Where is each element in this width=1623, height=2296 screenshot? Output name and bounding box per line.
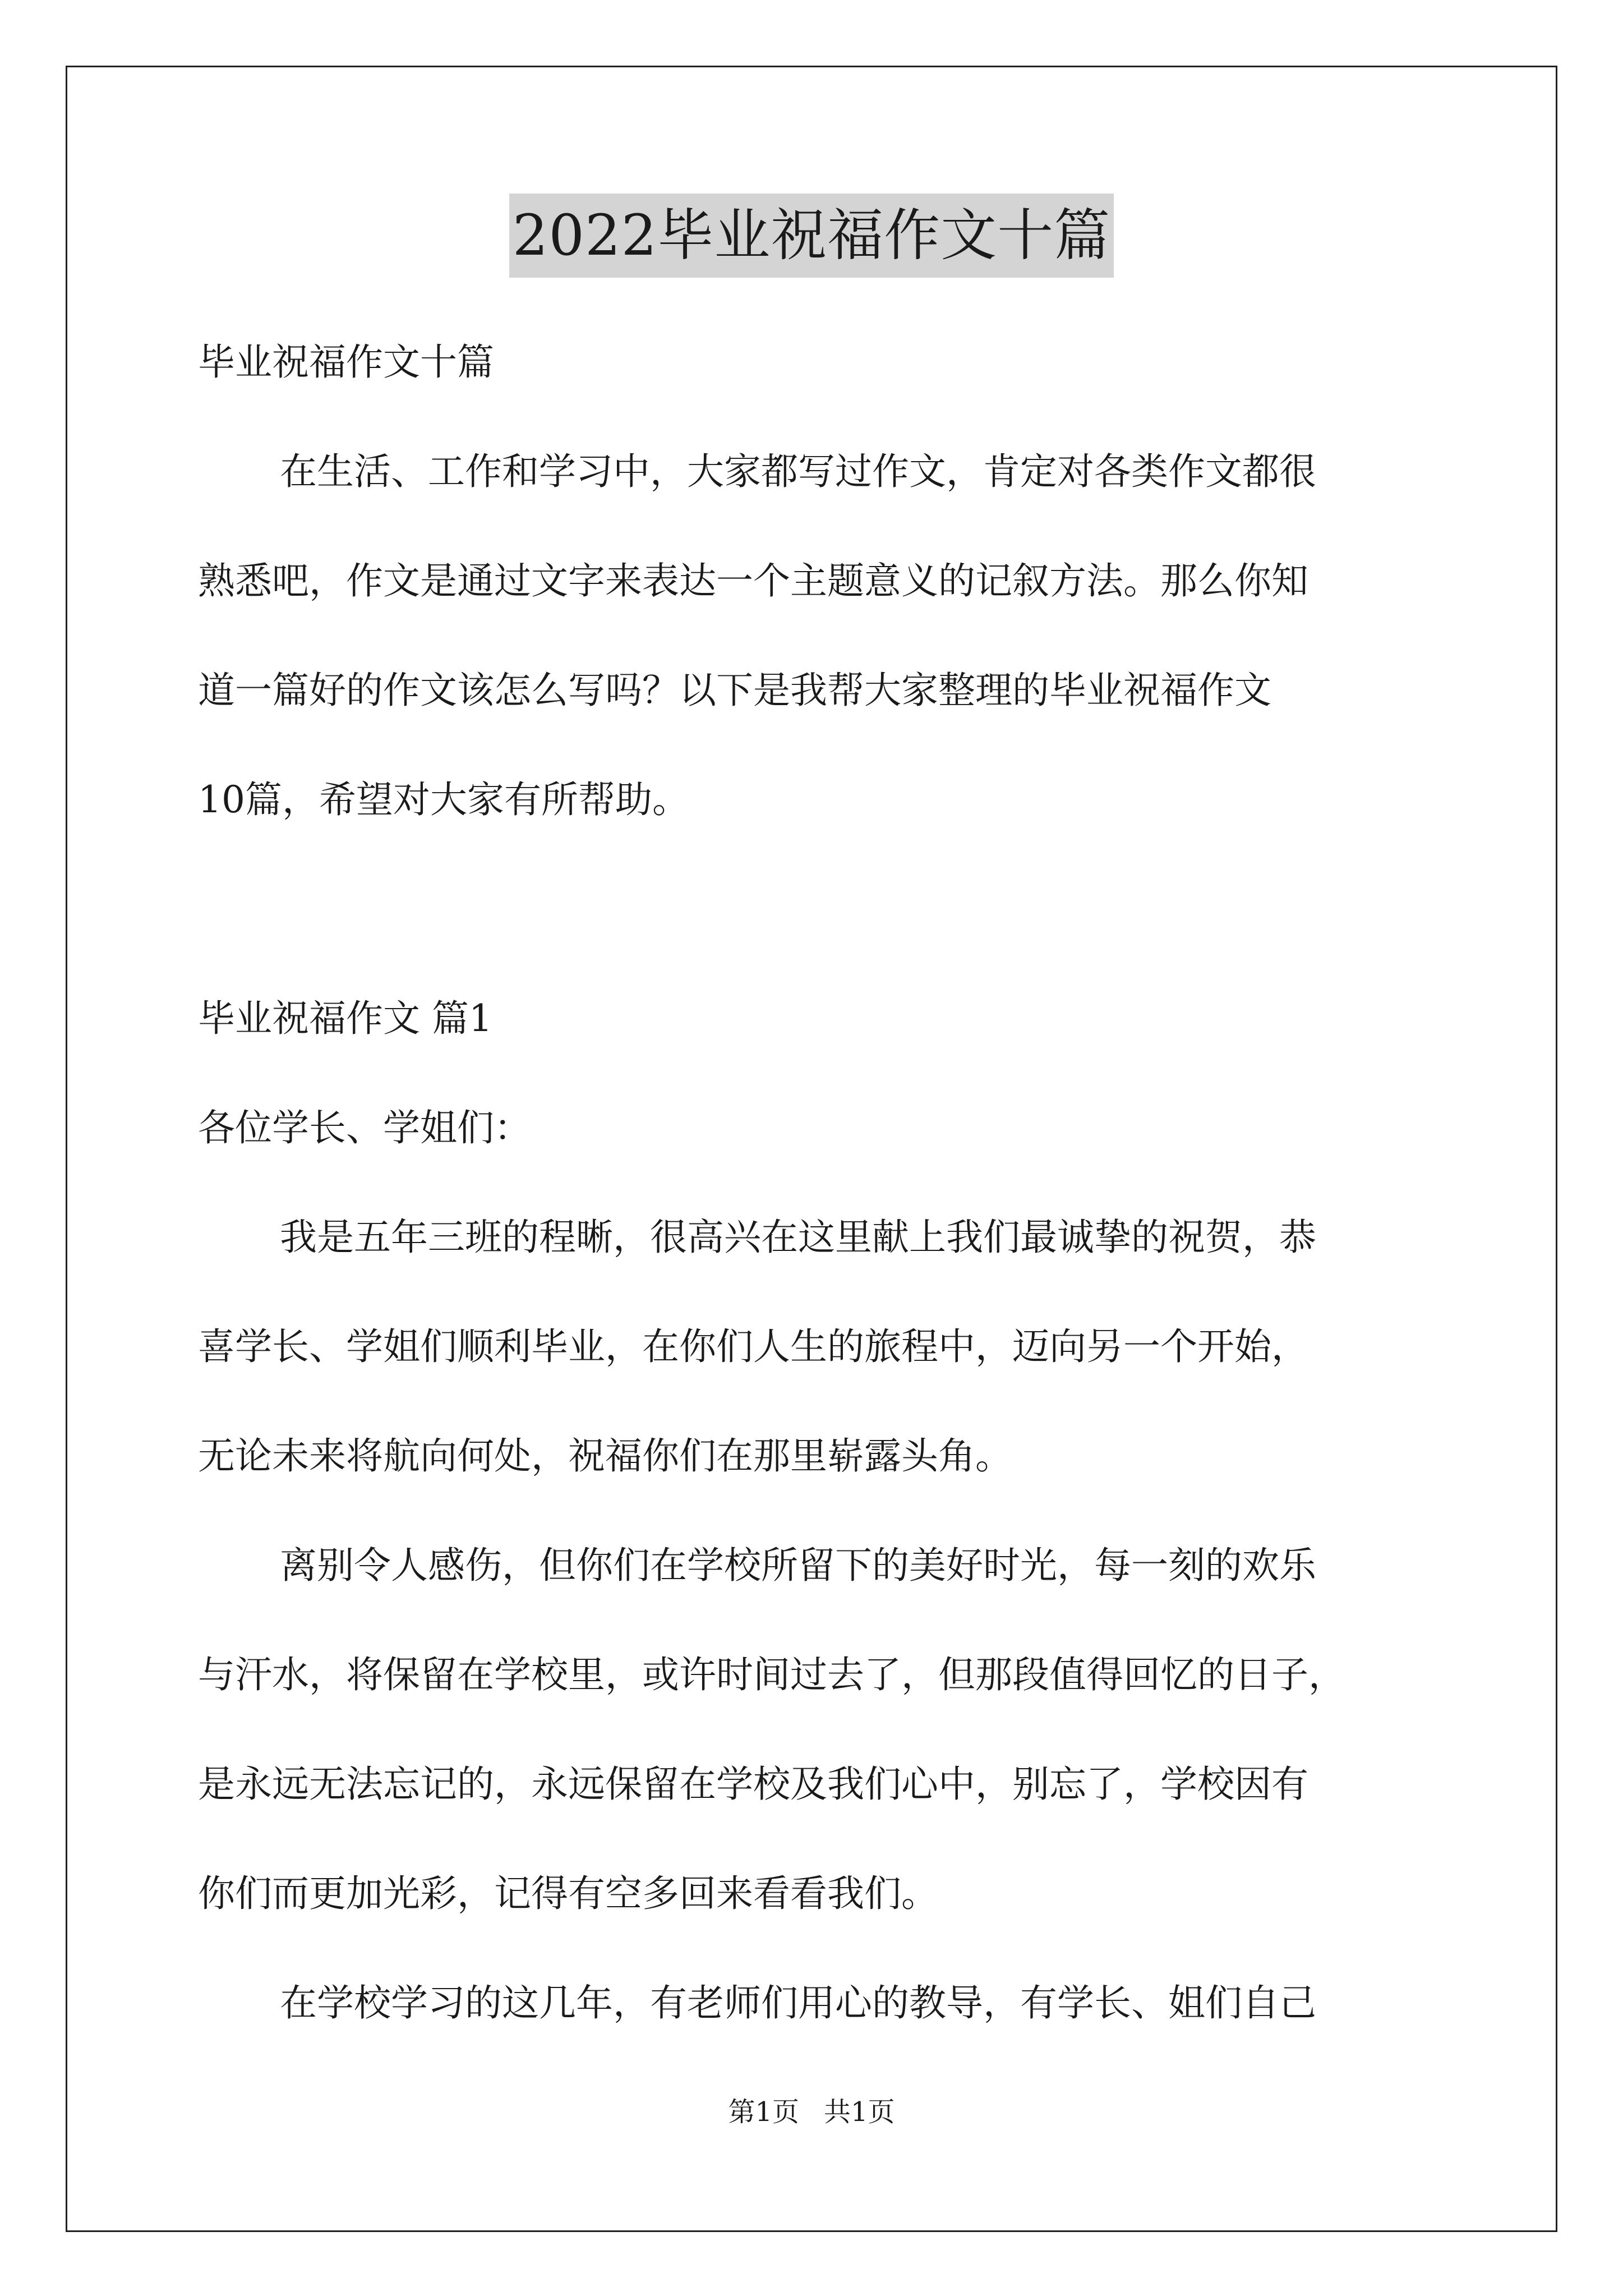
paragraph-line: 熟悉吧，作文是通过文字来表达一个主题意义的记叙方法。那么你知 <box>198 559 1308 602</box>
paragraph-line: 与汗水，将保留在学校里，或许时间过去了，但那段值得回忆的日子， <box>198 1653 1345 1696</box>
document-body <box>198 307 1432 2058</box>
paragraph-line: 在生活、工作和学习中，大家都写过作文，肯定对各类作文都很 <box>280 450 1316 493</box>
title-container <box>0 194 1623 278</box>
heading: 毕业祝福作文十篇 <box>198 341 494 384</box>
section-title: 毕业祝福作文 篇1 <box>198 997 492 1040</box>
salutation: 各位学长、学姐们： <box>198 1106 531 1149</box>
paragraph-line: 离别令人感伤，但你们在学校所留下的美好时光，每一刻的欢乐 <box>280 1544 1316 1587</box>
paragraph-line: 10篇，希望对大家有所帮助。 <box>198 778 689 821</box>
page-total: 共1页 <box>824 2096 895 2128</box>
page-footer <box>0 2095 1623 2129</box>
paragraph-line: 你们而更加光彩，记得有空多回来看看我们。 <box>198 1872 938 1915</box>
page-number: 第1页 <box>728 2096 799 2128</box>
paragraph-line: 喜学长、学姐们顺利毕业，在你们人生的旅程中，迈向另一个开始， <box>198 1325 1308 1368</box>
paragraph-line: 我是五年三班的程晰，很高兴在这里献上我们最诚挚的祝贺，恭 <box>280 1216 1316 1259</box>
document-title: 2022毕业祝福作文十篇 <box>509 194 1114 278</box>
paragraph-line: 道一篇好的作文该怎么写吗？以下是我帮大家整理的毕业祝福作文 <box>198 669 1271 712</box>
paragraph-line: 是永远无法忘记的，永远保留在学校及我们心中，别忘了，学校因有 <box>198 1763 1308 1806</box>
paragraph-line: 无论未来将航向何处，祝福你们在那里崭露头角。 <box>198 1434 1012 1478</box>
paragraph-line: 在学校学习的这几年，有老师们用心的教导，有学长、姐们自己 <box>280 1981 1316 2024</box>
spacer <box>198 854 1432 964</box>
